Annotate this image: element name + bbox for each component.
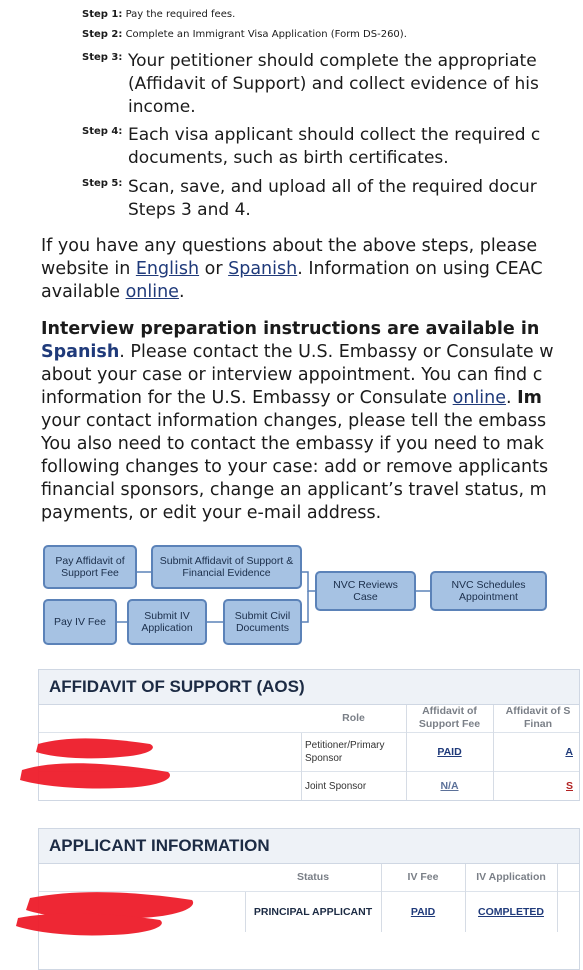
interview-spanish-link[interactable]: Spanish: [41, 342, 120, 362]
aos-row2-financial[interactable]: S: [565, 780, 573, 792]
redaction-scribble: [36, 738, 153, 758]
text-span: or: [199, 259, 229, 279]
aos-row2-fee[interactable]: N/A: [440, 780, 459, 792]
step-line: (Affidavit of Support) and collect evidence of his: [128, 74, 539, 94]
step-line: Each visa applicant should collect the required c: [128, 125, 541, 145]
step-number: Step 5:: [82, 178, 123, 189]
col-header-iv-application: IV Application: [476, 870, 546, 883]
paragraph-line: Interview preparation instructions are available in: [41, 319, 540, 339]
col-header-iv-fee: IV Fee: [407, 870, 439, 883]
aos-title: AFFIDAVIT OF SUPPORT (AOS): [39, 670, 579, 705]
flow-nvc-schedules: NVC Schedules Appointment: [430, 571, 547, 611]
english-link[interactable]: English: [135, 259, 200, 279]
applicant-iv-fee[interactable]: PAID: [410, 906, 436, 918]
step-number: Step 3:: [82, 52, 123, 63]
step-line: Your petitioner should complete the appropriate: [128, 51, 537, 71]
aos-row1-fee[interactable]: PAID: [437, 746, 462, 758]
step-number: Step 4:: [82, 126, 123, 137]
flow-submit-iv: Submit IV Application: [127, 599, 207, 645]
paragraph-line: payments, or edit your e-mail address.: [41, 503, 382, 523]
step-number: Step 1:: [82, 9, 123, 20]
text-span: Im: [517, 388, 542, 408]
paragraph-line: your contact information changes, please tell the embass: [41, 411, 547, 431]
step-line: Scan, save, and upload all of the required docur: [128, 177, 537, 197]
text-span: . Please contact the U.S. Embassy or Consulate w: [119, 342, 554, 362]
text-span: available: [41, 282, 126, 302]
embassy-online-link[interactable]: online: [452, 388, 507, 408]
col-header-aos-fee: Affidavit of Support Fee: [418, 705, 481, 730]
paragraph-line: about your case or interview appointment. You can find c: [41, 365, 543, 385]
ceac-online-link[interactable]: online: [125, 282, 179, 302]
spanish-link[interactable]: Spanish: [228, 259, 298, 279]
text-span: website in: [41, 259, 136, 279]
col-header-status: Status: [296, 870, 330, 883]
text-span: information for the U.S. Embassy or Consulate: [41, 388, 453, 408]
aos-row1-role: Petitioner/Primary Sponsor: [305, 740, 385, 764]
flow-pay-iv-fee: Pay IV Fee: [43, 599, 117, 645]
paragraph-line: If you have any questions about the above steps, please: [41, 236, 538, 256]
paragraph-line: financial sponsors, change an applicant’s travel status, m: [41, 480, 547, 500]
col-header-role: Role: [342, 711, 365, 724]
step-number: Step 2:: [82, 29, 123, 40]
col-header-aos-financial: Affidavit of S Finan: [505, 705, 571, 730]
text-span: .: [178, 282, 185, 302]
applicant-title: APPLICANT INFORMATION: [39, 829, 579, 864]
step-line: Steps 3 and 4.: [128, 200, 251, 220]
flow-submit-civil: Submit Civil Documents: [223, 599, 302, 645]
step-text: Complete an Immigrant Visa Application (Form DS-260).: [125, 29, 407, 40]
step-line: documents, such as birth certificates.: [128, 148, 449, 168]
paragraph-line: following changes to your case: add or remove applicants: [41, 457, 549, 477]
applicant-iv-application[interactable]: COMPLETED: [478, 906, 544, 918]
text-span: .: [506, 388, 518, 408]
step-text: Pay the required fees.: [125, 9, 236, 20]
applicant-status: PRINCIPAL APPLICANT: [253, 906, 373, 918]
step-line: income.: [128, 97, 196, 117]
redaction-scribble: [20, 763, 170, 788]
aos-row1-financial[interactable]: A: [565, 746, 573, 758]
flow-nvc-reviews: NVC Reviews Case: [315, 571, 416, 611]
flow-pay-aos-fee: Pay Affidavit of Support Fee: [43, 545, 137, 589]
text-span: . Information on using CEAC: [297, 259, 543, 279]
aos-row2-role: Joint Sponsor: [305, 780, 367, 792]
flow-submit-aos: Submit Affidavit of Support & Financial Evidence: [151, 545, 302, 589]
paragraph-line: You also need to contact the embassy if you need to mak: [41, 434, 544, 454]
